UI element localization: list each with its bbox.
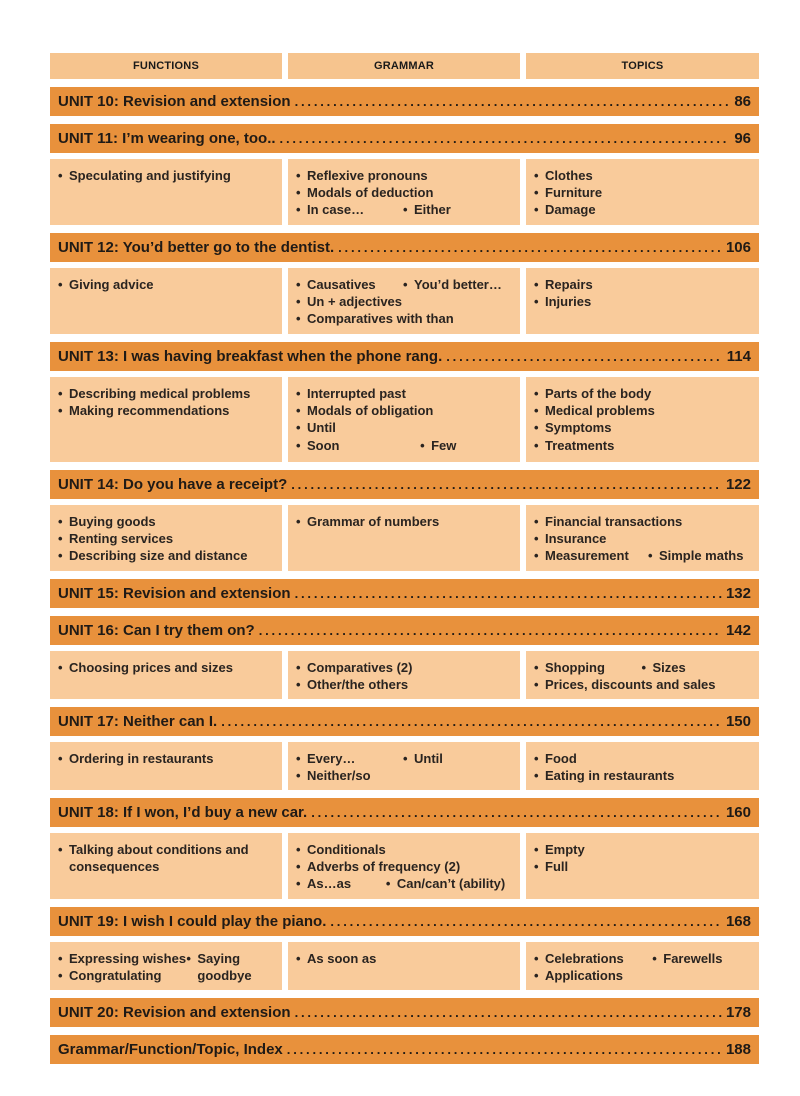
leader-dots — [446, 342, 723, 371]
list-item: • Describing size and distance — [58, 548, 248, 564]
list-item: • Empty — [534, 842, 585, 857]
grammar-cell — [288, 833, 520, 899]
page-number: 150 — [725, 713, 751, 730]
list-item: • Parts of the body — [534, 386, 652, 401]
leader-dots — [259, 616, 722, 645]
column-headers — [50, 53, 759, 79]
list-item: • Full — [534, 859, 569, 875]
list-item: • Buying goods — [58, 514, 156, 529]
unit-title: UNIT 16: Can I try them on? — [58, 622, 255, 639]
list-item: • Reflexive pronouns — [296, 168, 428, 183]
unit-19-details — [50, 942, 759, 990]
list-item: • Expressing wishes • Saying — [58, 951, 241, 966]
leader-dots — [338, 233, 722, 262]
topics-cell — [526, 942, 759, 990]
topics-cell — [526, 651, 759, 699]
grammar-cell — [288, 742, 520, 790]
page-number: 168 — [725, 913, 751, 930]
list-item: • Damage — [534, 202, 596, 218]
list-item: • Every… • Until — [296, 751, 443, 766]
list-item: • Financial transactions — [534, 514, 683, 529]
unit-11-details — [50, 159, 759, 225]
topics-cell — [526, 268, 759, 334]
page-number: 96 — [734, 130, 751, 147]
page-number: 122 — [725, 476, 751, 493]
unit-title: UNIT 17: Neither can I. — [58, 713, 218, 730]
list-item: • Soon • Few — [296, 437, 457, 453]
grammar-cell — [288, 505, 520, 571]
list-item: • Speculating and justifying — [58, 168, 231, 183]
page-number: 188 — [725, 1041, 751, 1058]
list-item: • Eating in restaurants — [534, 768, 675, 784]
grammar-cell — [288, 268, 520, 334]
list-item: • Giving advice — [58, 277, 154, 292]
unit-title: UNIT 20: Revision and extension — [58, 1004, 291, 1021]
list-item: • Neither/so — [296, 768, 371, 784]
list-item: • As…as • Can/can’t (ability) — [296, 876, 506, 892]
list-item: • Symptoms — [534, 420, 612, 436]
list-item: • As soon as — [296, 951, 377, 966]
list-item: • Grammar of numbers — [296, 514, 440, 529]
list-item: • In case… • Either — [296, 202, 451, 218]
list-item: • Choosing prices and sizes — [58, 660, 233, 675]
list-item: • Causatives • You’d better… — [296, 277, 502, 292]
table-of-contents — [50, 53, 759, 1064]
page-number: 86 — [734, 93, 751, 110]
unit-11-row[interactable] — [50, 124, 759, 153]
unit-16-row[interactable] — [50, 616, 759, 645]
page-number: 106 — [725, 239, 751, 256]
list-item: • Ordering in restaurants — [58, 751, 214, 766]
page-number: 160 — [725, 804, 751, 821]
topics-header: TOPICS — [526, 53, 759, 79]
list-item: • Clothes — [534, 168, 593, 183]
unit-18-row[interactable] — [50, 798, 759, 827]
unit-20-row[interactable] — [50, 998, 759, 1027]
list-item: • Congratulating goodbye — [58, 968, 252, 984]
list-item: • Other/the others — [296, 677, 409, 693]
unit-19-row[interactable] — [50, 907, 759, 936]
list-item: • Applications — [534, 968, 624, 984]
grammar-cell — [288, 159, 520, 225]
topics-cell — [526, 159, 759, 225]
list-item: • Food — [534, 751, 577, 766]
unit-16-details — [50, 651, 759, 699]
functions-cell — [50, 377, 282, 462]
list-item: • Comparatives (2) — [296, 660, 413, 675]
list-item: • Shopping • Sizes — [534, 660, 686, 675]
list-item: • Prices, discounts and sales — [534, 677, 716, 693]
unit-title: UNIT 12: You’d better go to the dentist. — [58, 239, 335, 256]
list-item: • Modals of obligation — [296, 403, 434, 419]
unit-title: UNIT 13: I was having breakfast when the phone rang. — [58, 348, 443, 365]
topics-cell — [526, 742, 759, 790]
list-item: • Until — [296, 420, 336, 436]
functions-cell — [50, 159, 282, 225]
list-item: • Adverbs of frequency (2) — [296, 859, 461, 875]
unit-title: UNIT 11: I’m wearing one, too.. — [58, 130, 276, 147]
leader-dots — [280, 124, 731, 153]
list-item: • Measurement • Simple maths — [534, 548, 744, 564]
grammar-cell — [288, 942, 520, 990]
topics-cell — [526, 833, 759, 899]
unit-12-details — [50, 268, 759, 334]
index-title: Grammar/Function/Topic, Index — [58, 1041, 283, 1058]
unit-12-row[interactable] — [50, 233, 759, 262]
leader-dots — [295, 579, 722, 608]
functions-cell — [50, 651, 282, 699]
leader-dots — [221, 707, 722, 736]
leader-dots — [291, 470, 722, 499]
list-item: • Interrupted past — [296, 386, 406, 401]
unit-10-row[interactable] — [50, 87, 759, 116]
unit-17-row[interactable] — [50, 707, 759, 736]
leader-dots — [295, 998, 722, 1027]
grammar-cell — [288, 377, 520, 462]
list-item: • Injuries — [534, 294, 592, 310]
unit-13-details — [50, 377, 759, 462]
list-item: • Modals of deduction — [296, 185, 434, 201]
leader-dots — [311, 798, 722, 827]
list-item: • Un + adjectives — [296, 294, 403, 310]
grammar-cell — [288, 651, 520, 699]
list-item: • Comparatives with than — [296, 311, 454, 327]
list-item: • Talking about conditions and — [58, 842, 249, 857]
leader-dots — [330, 907, 722, 936]
page-number: 142 — [725, 622, 751, 639]
topics-cell — [526, 505, 759, 571]
index-row[interactable] — [50, 1035, 759, 1064]
functions-cell — [50, 833, 282, 899]
list-item: • Making recommendations — [58, 403, 230, 419]
topics-cell — [526, 377, 759, 462]
unit-13-row[interactable] — [50, 342, 759, 371]
unit-18-details — [50, 833, 759, 899]
functions-cell — [50, 505, 282, 571]
functions-header: FUNCTIONS — [50, 53, 282, 79]
unit-title: UNIT 14: Do you have a receipt? — [58, 476, 288, 493]
list-item: • Insurance — [534, 531, 607, 547]
list-item: • Treatments — [534, 437, 615, 453]
page-number: 114 — [726, 348, 751, 365]
unit-title: UNIT 19: I wish I could play the piano. — [58, 913, 327, 930]
page-number: 178 — [725, 1004, 751, 1021]
list-item: • Repairs — [534, 277, 593, 292]
list-item: • Celebrations • Farewells — [534, 951, 723, 966]
list-item: • Describing medical problems — [58, 386, 251, 401]
list-item: • Renting services — [58, 531, 174, 547]
unit-title: UNIT 15: Revision and extension — [58, 585, 291, 602]
unit-14-details — [50, 505, 759, 571]
functions-cell — [50, 742, 282, 790]
unit-title: UNIT 18: If I won, I’d buy a new car. — [58, 804, 308, 821]
unit-15-row[interactable] — [50, 579, 759, 608]
list-item: • Medical problems — [534, 403, 655, 419]
unit-17-details — [50, 742, 759, 790]
list-item: • Furniture — [534, 185, 603, 201]
unit-title: UNIT 10: Revision and extension — [58, 93, 291, 110]
grammar-header: GRAMMAR — [288, 53, 520, 79]
page-number: 132 — [725, 585, 751, 602]
leader-dots — [287, 1035, 722, 1064]
functions-cell — [50, 268, 282, 334]
unit-14-row[interactable] — [50, 470, 759, 499]
list-item: • Conditionals — [296, 842, 386, 857]
list-item: consequences — [69, 859, 160, 875]
functions-cell — [50, 942, 282, 990]
leader-dots — [295, 87, 731, 116]
